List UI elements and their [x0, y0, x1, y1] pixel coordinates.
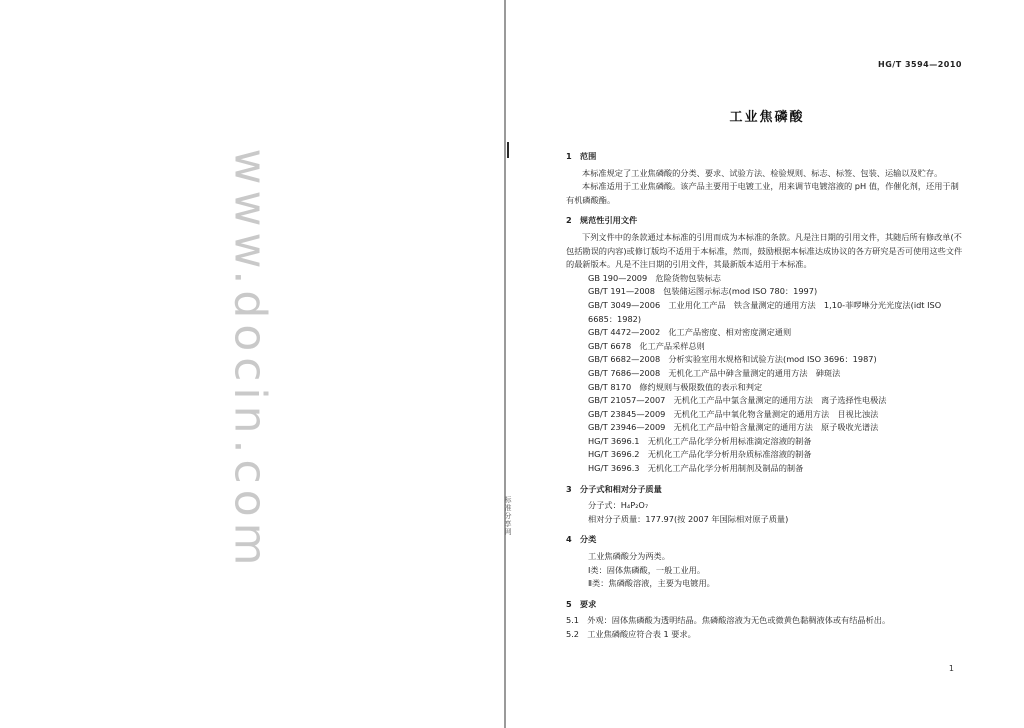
right-page — [510, 0, 1024, 728]
reference-item: HG/T 3696.2 无机化工产品化学分析用杂质标准溶液的制备 — [588, 449, 812, 460]
reference-item: HG/T 3696.3 无机化工产品化学分析用制剂及制品的制备 — [588, 463, 804, 474]
side-mark: 标准分享网 — [504, 496, 512, 536]
section-heading-references: 2 规范性引用文件 — [566, 215, 638, 226]
reference-item: GB/T 8170 修约规则与极限数值的表示和判定 — [588, 381, 763, 392]
section-heading-scope: 1 范围 — [566, 151, 597, 161]
section-heading-formula: 3 分子式和相对分子质量 — [566, 483, 662, 494]
page-fold — [504, 0, 506, 728]
reference-item: GB 190—2009 危险货物包装标志 — [588, 272, 721, 283]
reference-list — [566, 272, 966, 476]
reference-item: GB/T 7686—2008 无机化工产品中砷含量测定的通用方法 砷斑法 — [588, 367, 841, 378]
reference-item: GB/T 6682—2008 分析实验室用水规格和试验方法(mod ISO 3696：1987) — [588, 354, 877, 365]
reference-item: GB/T 191—2008 包装储运图示标志(mod ISO 780：1997) — [588, 286, 818, 297]
requirement-item: 5.1 外观：固体焦磷酸为透明结晶。焦磷酸溶液为无色或微黄色黏稠液体或有结晶析出。 — [566, 615, 891, 626]
classification-intro: 工业焦磷酸分为两类。 — [588, 551, 670, 562]
section-heading-classification: 4 分类 — [566, 534, 597, 545]
reference-item: GB/T 3049—2006 工业用化工产品 铁含量测定的通用方法 1,10-菲啰啉分光光度法(idt ISO 6685：1982) — [588, 299, 942, 324]
reference-item: GB/T 23845—2009 无机化工产品中氧化物含量测定的通用方法 目视比浊法 — [588, 408, 879, 419]
molecular-mass: 相对分子质量：177.97(按 2007 年国际相对原子质量) — [588, 513, 789, 524]
section-heading-requirements: 5 要求 — [566, 598, 597, 609]
fold-mark — [507, 142, 509, 158]
left-page — [0, 0, 504, 728]
scope-paragraph: 本标准适用于工业焦磷酸。该产品主要用于电镀工业，用来调节电镀溶液的 pH 值，作催化剂，还用于制有机磷酸酯。 — [566, 181, 959, 205]
reference-item: GB/T 23946—2009 无机化工产品中铅含量测定的通用方法 原子吸收光谱法 — [588, 422, 879, 433]
page-number: 1 — [948, 664, 954, 673]
reference-item: GB/T 4472—2002 化工产品密度、相对密度测定通则 — [588, 327, 792, 338]
classification-type: Ⅰ类：固体焦磷酸，一般工业用。 — [588, 564, 706, 575]
reference-item: GB/T 21057—2007 无机化工产品中氯含量测定的通用方法 离子选择性电极法 — [588, 395, 887, 406]
document-body — [566, 150, 966, 642]
document-title: 工业焦磷酸 — [729, 110, 805, 125]
scope-paragraph: 本标准规定了工业焦磷酸的分类、要求、试验方法、检验规则、标志、标签、包装、运输以及贮存。 — [582, 167, 943, 178]
references-intro: 下列文件中的条款通过本标准的引用而成为本标准的条款。凡是注日期的引用文件，其随后所有修改单(不包括勘误的内容)或修订版均不适用于本标准，然而，鼓励根据本标准达成协议的各方研究是否可使用这些文件的最新版本。凡是不注日期的引用文件，其最新版本适用于本标准。 — [566, 231, 963, 270]
reference-item: GB/T 6678 化工产品采样总则 — [588, 340, 705, 351]
reference-item: HG/T 3696.1 无机化工产品化学分析用标准滴定溶液的制备 — [588, 435, 812, 446]
standard-code: HG/T 3594—2010 — [878, 60, 962, 69]
classification-type: Ⅱ类：焦磷酸溶液，主要为电镀用。 — [588, 578, 715, 589]
watermark: www.docin.com — [224, 148, 276, 572]
requirement-item: 5.2 工业焦磷酸应符合表 1 要求。 — [566, 629, 696, 639]
molecular-formula: 分子式：H₄P₂O₇ — [588, 500, 649, 511]
